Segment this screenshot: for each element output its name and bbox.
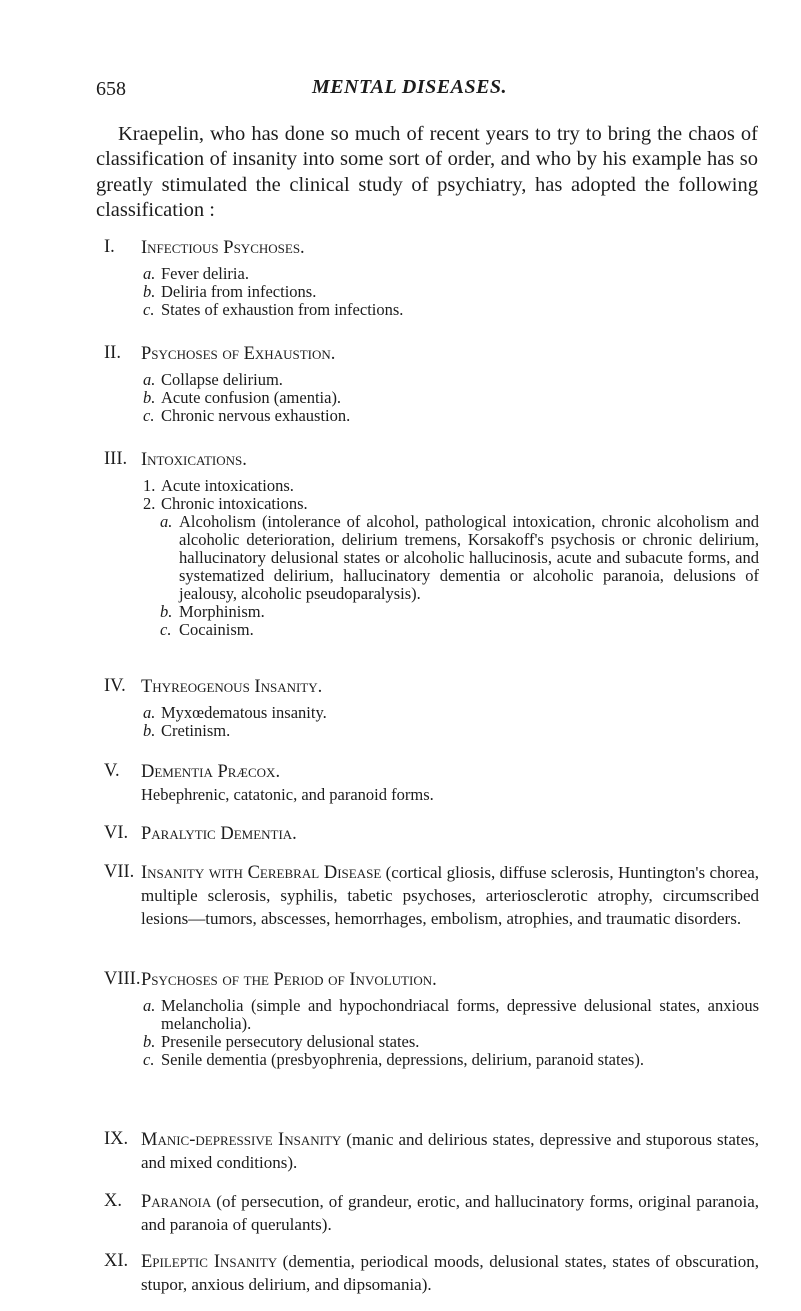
list-item: b. Cretinism. (143, 721, 231, 740)
list-item: a. Myxœdematous insanity. (143, 703, 327, 722)
section-manic-depressive-insanity (104, 1128, 759, 1174)
section-title: Intoxications. (141, 450, 247, 470)
section-paranoia (104, 1190, 759, 1236)
section-numeral: XI. (104, 1251, 129, 1271)
list-item: 1. Acute intoxications. (143, 476, 294, 495)
sub-list-item: c. Cocainism. (160, 620, 254, 639)
section-title: Paranoia (141, 1192, 212, 1212)
section-title: Infectious Psychoses. (141, 238, 305, 258)
section-heading (104, 1250, 759, 1296)
section-heading (104, 448, 759, 471)
list-item: a. Melancholia (simple and hypochondriacal forms, depressive delusional states, anxious melancholia). (143, 996, 759, 1033)
section-epileptic-insanity (104, 1250, 759, 1296)
list-item: b. Deliria from infections. (143, 282, 317, 301)
section-title: Psychoses of Exhaustion. (141, 344, 336, 364)
list-item: 2. Chronic intoxications. (143, 494, 308, 513)
list-item: b. Presenile persecutory delusional states. (143, 1032, 420, 1051)
section-thyreogenous-insanity (104, 675, 759, 740)
section-title: Manic-depressive Insanity (141, 1130, 342, 1150)
section-heading (104, 675, 759, 698)
section-heading (104, 236, 759, 259)
list-item: a. Fever deliria. (143, 264, 249, 283)
section-numeral: VIII. (104, 969, 141, 989)
list-item: c. States of exhaustion from infections. (143, 300, 404, 319)
section-numeral: V. (104, 761, 120, 781)
section-description: Hebephrenic, catatonic, and paranoid forms. (141, 785, 434, 804)
section-heading (104, 968, 759, 991)
section-note: (dementia, periodical moods, delusional states, states of obscuration, stupor, anxious delirium, and dipsomania). (141, 1252, 759, 1294)
sub-list-item: b. Morphinism. (160, 602, 265, 621)
section-psychoses-period-of-involution (104, 968, 759, 1069)
section-numeral: X. (104, 1191, 122, 1211)
section-numeral: VII. (104, 862, 135, 882)
section-title: Insanity with Cerebral Disease (141, 863, 382, 883)
section-insanity-cerebral-disease (104, 861, 759, 930)
section-numeral: VI. (104, 823, 129, 843)
section-numeral: III. (104, 449, 128, 469)
section-note: (cortical gliosis, diffuse sclerosis, Huntington's chorea, multiple sclerosis, syphilis, tabetic psychoses, arteriosclerotic atrophy, circumscribed lesions—tumors, abscesses, hemorrhages, embolism, atrophies, and traumatic disorders. (141, 863, 759, 928)
section-title: Thyreogenous Insanity. (141, 677, 323, 697)
page-number: 658 (96, 78, 126, 100)
section-note: (of persecution, of grandeur, erotic, and hallucinatory forms, original paranoia, and paranoia of querulants). (141, 1192, 759, 1234)
section-heading (104, 1190, 759, 1236)
section-heading (104, 822, 759, 845)
section-heading (104, 1128, 759, 1174)
section-numeral: I. (104, 237, 115, 257)
section-title: Psychoses of the Period of Involution. (141, 970, 437, 990)
section-heading (104, 861, 759, 930)
list-item: a. Collapse delirium. (143, 370, 283, 389)
intro-paragraph: Kraepelin, who has done so much of recent years to try to bring the chaos of classification of insanity into some sort of order, and who by his example has so greatly stimulated the clinical study of psychiatry, has adopted the following classification : (96, 123, 758, 222)
section-title: Epileptic Insanity (141, 1252, 278, 1272)
list-item: c. Chronic nervous exhaustion. (143, 406, 351, 425)
sub-list-item: a. Alcoholism (intolerance of alcohol, pathological intoxication, chronic alcoholism and alcoholic deterioration, delirium tremens, Korsakoff's psychosis or chronic delirium, hallucinatory delusional states or alcoholic hallucinosis, acute and subacute forms, and systematized delirium, hallucinatory dementia or alcoholic paranoia, delusions of jealousy, alcoholic pseudoparalysis). (160, 512, 759, 603)
section-intoxications (104, 448, 759, 639)
section-heading (104, 342, 759, 365)
section-psychoses-of-exhaustion (104, 342, 759, 425)
section-paralytic-dementia (104, 822, 759, 845)
section-numeral: IX. (104, 1129, 129, 1149)
section-note: (manic and delirious states, depressive and stuporous states, and mixed conditions). (141, 1130, 760, 1172)
section-title: Dementia Præcox. (141, 762, 281, 782)
section-numeral: II. (104, 343, 121, 363)
section-heading (104, 760, 759, 783)
section-numeral: IV. (104, 676, 126, 696)
running-title: MENTAL DISEASES. (311, 76, 508, 98)
section-dementia-praecox (104, 760, 759, 805)
list-item: c. Senile dementia (presbyophrenia, depressions, delirium, paranoid states). (143, 1050, 644, 1069)
list-item: b. Acute confusion (amentia). (143, 388, 342, 407)
section-title: Paralytic Dementia. (141, 824, 297, 844)
section-infectious-psychoses (104, 236, 759, 319)
